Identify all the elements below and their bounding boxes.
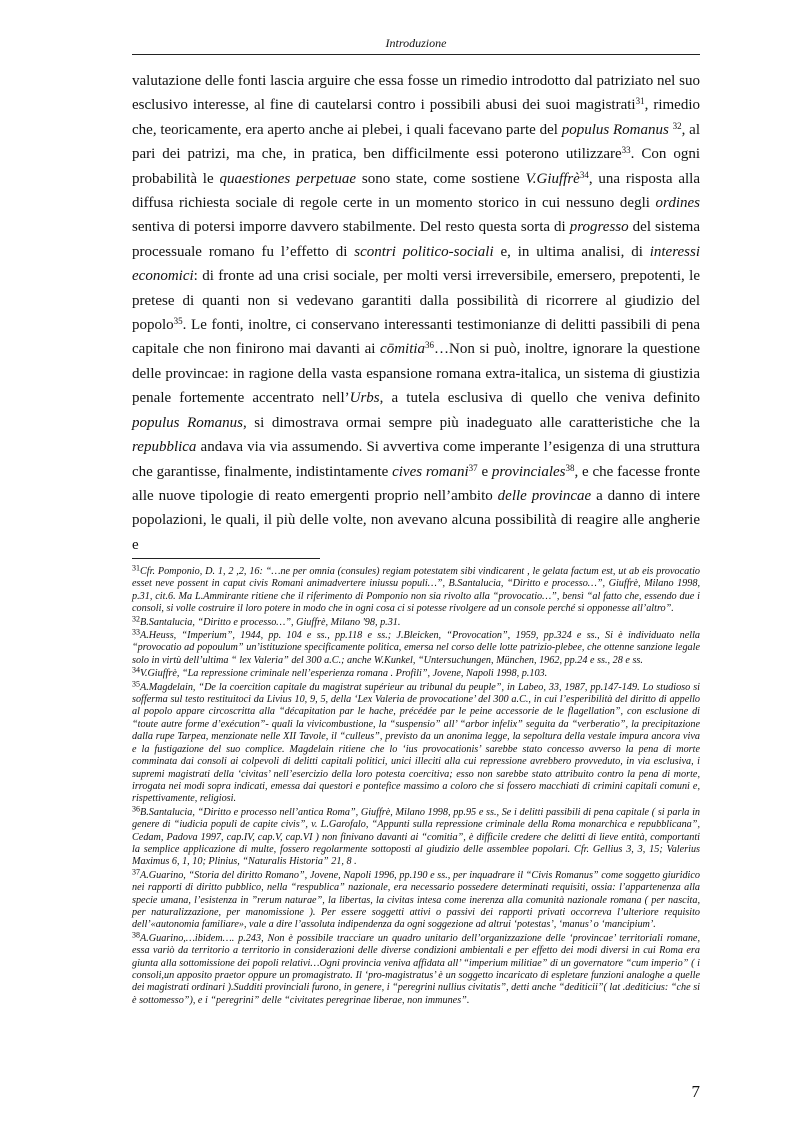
italic-term: delle provincae	[497, 487, 592, 504]
text-run: , al pari dei patrizi, ma che, in pratica, ben difficilmente essi poterono utilizzare	[132, 121, 700, 163]
text-run: andava via via assumendo. Si avvertiva come imperante l’esigenza di una struttura che garantisse, finalmente, indistintamente	[132, 439, 700, 480]
footnotes	[132, 563, 700, 1008]
italic-term: interessi economici	[132, 243, 700, 285]
italic-term: repubblica	[132, 439, 197, 456]
text-run: , una risposta alla diffusa richiesta sociale di regole certe in un momento storico in cui nessuno degli	[132, 170, 700, 212]
italic-term: provinciales	[491, 463, 566, 480]
footnote-text: A.Heuss, “Imperium”, 1944, pp. 104 e ss., pp.118 e ss.; J.Bleicken, “Provocation”, 1959, pp.324 e ss., Si è individuato nella “provocatio ad popoulum” un’istituzione specificamente politica, emersa nel corso delle lotte patrizio-plebee, che ottenne sanzione legale solo in virtù dell’ultima “ lex Valeria” del 300 a.C.; anche W.Kunkel, “Untersuchungen, München, 1962, pp.24 e ss., 28 e ss.	[132, 630, 700, 666]
footnote-number: 37	[132, 867, 140, 877]
text-run: e	[477, 463, 492, 480]
footnote-37	[132, 867, 700, 932]
running-header: Introduzione	[385, 36, 447, 50]
page-number: 7	[691, 1082, 700, 1101]
footnote-number: 36	[132, 804, 140, 814]
italic-term: ordines	[655, 195, 700, 212]
footnote-ref-36[interactable]: 36	[425, 340, 435, 351]
text-run: : di fronte ad una crisi sociale, per molti versi irreversibile, emersero, prepotenti, le pretese di quanti non si vedevano garantiti dalla possibilità di ricorrere al giudizio del popolo	[132, 268, 700, 334]
footnote-text: Cfr. Pomponio, D. 1, 2 ,2, 16: “…ne per omnia (consules) regiam potestatem sibi vindicarent , le gelata factum est, ut ab eis provocatio esset neve possent in caput civis Romani animadvertere iniussu populi…”, B.Santalucia, “Diritto e processo…”, Giuffrè, Milano 1998, p.31, cit.6. Ma L.Ammirante ritiene che il riferimento di Pomponio non sia rivolto alla “provocatio…”, bensì “al fatto che, essendo due i consoli, si volle costruire il loro potere in modo che in ogni cosa ci si potesse rivolgere ad un console perché si opponesse all’altro”.	[132, 566, 700, 615]
italic-term: cōmitia	[380, 341, 426, 358]
text-run: . Le fonti, inoltre, ci conservano interessanti testimonianze di delitti passibili di pena capitale che non finirono mai davanti ai	[132, 317, 700, 358]
italic-term: V.Giuffrè	[525, 170, 580, 187]
footnote-32	[132, 614, 700, 629]
text-run: , a tutela esclusiva di quello che veniva definito	[379, 390, 700, 407]
text-run: sentiva di potersi imporre davvero stabilmente. Del resto questa sorta di	[132, 219, 570, 236]
footnote-text: A.Magdelain, “De la coercition capitale du magistrat supérieur au tribunal du peuple”, in Labeo, 33, 1987, pp.147-149. Lo studioso si sofferma sul testo restituitoci da Livius 10, 9, 5, della ‘Lex Valeria de provocatione’ del 300 a.C., in cui l’esperibilità del diritto di appello al popolo appare circoscritta alla “décapitation par le hache, précédée par le peine accessorie de le flagellation”, con esclusione di “toute autre forme d’exécution”- quali la vivicombustione, la “suspensio” all’ “arbor infelix” seguita da “verberatio”, la precipitazione dalla rupe Tarpea, menzionate nelle XII Tavole, il “culleus”, previsto da un anonima legge, la sepoltura della vestale impura ancora viva e la fustigazione del suo complice. Magdelain ritiene che lo ‘ius provocationis’ sarebbe stato concesso avverso la pena di morte comminata dai consoli ai colpevoli di delitti capitali politici, unici illeciti alla cui repressione avrebbero provveduto, in via esclusiva, i supremi magistrati della ‘civitas’ nell’esercizio della loro potesta coercitiva; esso non sarebbe stato attribuito contro la pena di morte, irrogata nei modi sopra indicati, emessa dai questori e pontefice massimo a coloro che si fossero macchiati di crimini capitali comuni e, rispettivamente, religiosi.	[132, 681, 700, 805]
footnote-33	[132, 627, 700, 667]
footnote-number: 35	[132, 679, 140, 689]
text-run: …Non si può, inoltre, ignorare la questione delle provincae: in ragione della vasta espansione romana extra-italica, un sistema di giustizia penale fortemente accentrato nell’	[132, 341, 701, 407]
footnote-ref-35[interactable]: 35	[173, 316, 183, 327]
footnote-ref-37[interactable]: 37	[468, 462, 478, 473]
body-text	[132, 69, 700, 557]
text-run: . Con ogni probabilità le	[132, 146, 700, 187]
footnote-34	[132, 665, 700, 680]
footnote-number: 34	[132, 665, 140, 675]
text-run: , si dimostrava ormai sempre più inadeguato alle caratteristiche che la	[242, 414, 700, 431]
footnote-ref-33[interactable]: 33	[621, 145, 631, 156]
footnote-text: V.Giuffrè, “La repressione criminale nell’esperienza romana . Profili”, Jovene, Napoli 1998, p.103.	[140, 668, 548, 680]
text-run: valutazione delle fonti lascia arguire che essa fosse un rimedio introdotto dal patriziato nel suo esclusivo interesse, al fine di cautelarsi contro i possibili abusi dei suoi magistrati	[132, 73, 700, 114]
italic-term: cives romani	[392, 463, 469, 480]
footnote-ref-32[interactable]: 32	[672, 120, 682, 131]
footnote-text: B.Santalucia, “Diritto e processo nell’antica Roma”, Giuffrè, Milano 1998, pp.95 e ss., Se i delitti passibili di pena capitale ( si parla in genere di “iudicia populi de capite civis”, v. L.Garofalo, “Appunti sulla repressione criminale della Roma monarchica e repubblicana”, Cedam, Padova 1997, cap.IV, cap.V, cap.VI ) non finivano davanti ai “comitia”, è difficile credere che delitti di lieve entità, comportanti la semplice applicazione di multe, fossero regolarmente sottoposti al giudizio delle assemblee popolari. Cfr. Gellius 3, 3, 15; Valerius Maximus 6, 1, 10; Plinius, “Naturalis Historia” 21, 8 .	[132, 806, 700, 868]
footnote-text: A.Guarino, “Storia del diritto Romano”, Jovene, Napoli 1996, pp.190 e ss., per inquadrare il “Civis Romanus” come soggetto giuridico nei rapporti di diritto pubblico, nella “respublica” nazionale, era necessario possedere determinati requisiti, ossia: l’appartenenza alla specie umana, l’esistenza in ”rerum naturae”, la libertas, la civitas intesa come inerenza alla comunità nazionale romana ( per nascita, per naturalizzazione, per manomissione ). Per essere soggetti attivi o passivi dei rapporti privati occorreva l’ulteriore requisito dell’«autonomia familiare», vale a dire l’assoluta indipendenza da ogni soggezione ad altrui ‘potestas’, ‘manus’ o ‘mancipium’.	[132, 869, 700, 931]
italic-term: populus Romanus	[561, 121, 669, 138]
italic-term: quaestiones perpetuae	[219, 170, 357, 187]
footnote-number: 33	[132, 627, 140, 637]
header-rule	[132, 54, 700, 55]
footnote-35	[132, 679, 700, 806]
main-paragraph	[132, 69, 700, 557]
footnote-number: 32	[132, 614, 140, 624]
italic-term: scontri politico-sociali	[354, 243, 494, 260]
text-run: sono state, come sostiene	[356, 170, 526, 187]
italic-term: progresso	[569, 219, 629, 236]
text-run: , rimedio che, teoricamente, era aperto anche ai plebei, i quali facevano parte del	[132, 97, 700, 138]
footnote-separator	[132, 558, 320, 559]
footnote-ref-34[interactable]: 34	[579, 169, 589, 180]
footnote-ref-31[interactable]: 31	[635, 96, 645, 107]
footnote-text: B.Santalucia, “Diritto e processo…”, Giuffrè, Milano '98, p.31.	[140, 616, 401, 628]
text-run: a danno di intere popolazioni, le quali, il più delle volte, non avevano alcuna possibilità di reagire alle angherie e	[132, 487, 700, 553]
text-run: e, in ultima analisi, di	[493, 243, 650, 260]
footnote-ref-38[interactable]: 38	[565, 462, 575, 473]
footnote-36	[132, 804, 700, 869]
footnote-number: 38	[132, 930, 140, 940]
footnote-text: A.Guarino,…ibidem…. p.243, Non è possibile tracciare un quadro unitario dell’organizzazione delle ‘provincae’ territoriali romane, essa variò da territorio a territorio in considerazioni delle diverse condizioni ambientali e per effetto dei modi diversi in cui Roma era giunta alla sottomissione dei popoli relativi…Ogni provincia veniva affidata all’ “imperium militiae” di un governatore “cum imperio” ( i consoli,un apposito praetor oppure un promagistrato. Il ‘pro-magistratus’ è un soggetto incaricato di espletare funzioni analoghe a quelle dei magistrati ordinari ).Sudditi provinciali furono, in genere, i “peregrini nullius civitatis”, detti anche “dediticii”( lat .dediticius: “che si è sottomesso”), e i “peregrini” delle “civitates peregrinae liberae, non immunes”.	[132, 932, 700, 1006]
footnote-38	[132, 930, 700, 1007]
italic-term: populus Romanus	[132, 414, 243, 431]
footnote-31	[132, 563, 700, 616]
text-run: del sistema processuale romano fu l’effetto di	[132, 219, 700, 260]
italic-term: Urbs	[349, 390, 380, 407]
footnote-number: 31	[132, 563, 140, 573]
text-run: , e che facesse fronte alle nuove tipologie di reato emergenti proprio nell’ambito	[132, 463, 701, 504]
